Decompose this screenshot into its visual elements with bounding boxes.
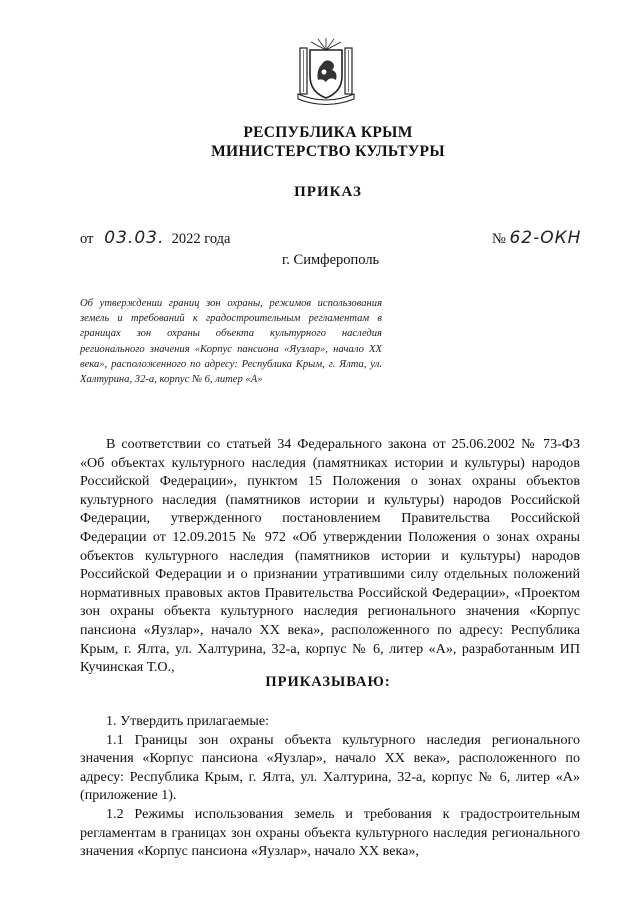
republic-name: РЕСПУБЛИКА КРЫМ (243, 124, 413, 141)
date-prefix: от (80, 231, 94, 247)
order-item: 1.1 Границы зон охраны объекта культурного наследия регионального значения «Корпус пансиона «Яузлар», начало XX века», расположенного по адресу: Республика Крым, г. Ялта, ул. Халтурина, 32-а, корпус № 6, литер «А» (приложение 1). (80, 731, 580, 804)
preamble (80, 435, 580, 677)
handwritten-date: 03.03. (104, 228, 165, 248)
city: г. Симферополь (282, 252, 380, 268)
date-year: 2022 года (171, 231, 231, 247)
order-item: 1.2 Режимы использования земель и требования к градостроительным регламентам в границах зон охраны объекта культурного наследия регионального значения «Корпус пансиона «Яузлар», начало XX века», (80, 805, 580, 860)
order-items (80, 712, 580, 861)
subject-text: Об утверждении границ зон охраны, режимов использования земель и требований к градостроительным регламентам в границах зон охраны объекта культурного наследия регионального значения «Корпус пансиона «Яузлар», начало XX века», расположенного по адресу: Республика Крым, г. Ялта, ул. Халтурина, 32-а, корпус № 6, литер «А» (80, 298, 382, 386)
handwritten-number: 62-ОКН (509, 228, 582, 248)
orders-heading: ПРИКАЗЫВАЮ: (265, 674, 391, 690)
order-item: 1. Утвердить прилагаемые: (106, 713, 270, 729)
document-title: ПРИКАЗ (294, 184, 362, 200)
number-prefix: № (492, 231, 506, 247)
ministry-name: МИНИСТЕРСТВО КУЛЬТУРЫ (211, 143, 445, 160)
order-subject (80, 296, 382, 387)
crimea-coat-of-arms-icon (296, 36, 356, 106)
preamble-text: В соответствии со статьей 34 Федерального закона от 25.06.2002 № 73-ФЗ «Об объектах культурного наследия (памятниках истории и культуры) народов Российской Федерации», пунктом 15 Положения о зонах охраны объектов культурного наследия (памятников истории и культуры) народов Российской Федерации, утвержденного постановлением Правительства Российской Федерации от 12.09.2015 № 972 «Об утверждении Положения о зонах охраны объектов культурного наследия (памятников истории и культуры) народов Российской Федерации и о признании утратившими силу отдельных положений нормативных правовых актов Правительства Российской Федерации», «Проектом зон охраны объекта культурного наследия регионального значения «Корпус пансиона «Яузлар», начало XX века», расположенного по адресу: Республика Крым, г. Ялта, ул. Халтурина, 32-а, корпус № 6, литер «А», разработанным ИП Кучинская Т.О., (80, 436, 580, 676)
order-date (80, 228, 230, 248)
order-number (492, 228, 581, 248)
